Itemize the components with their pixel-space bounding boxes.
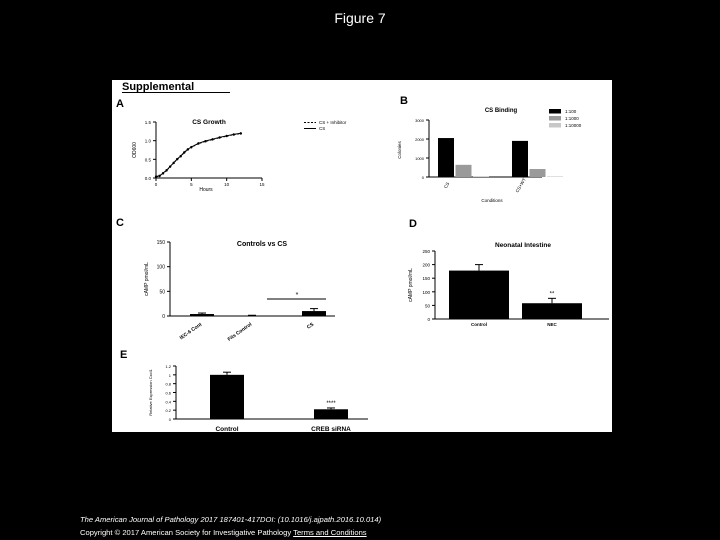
panel-e-y-tick-label: 0 [168, 417, 171, 422]
panel-b-bar [456, 165, 472, 177]
copyright-line [80, 528, 367, 537]
panel-b-y-tick-label: 2000 [415, 137, 424, 142]
panel-a-x-tick-label: 15 [259, 182, 265, 187]
panel-a-point [226, 135, 228, 137]
panel-b-y-tick-label: 3000 [415, 118, 424, 123]
panel-b-legend-swatch [549, 123, 561, 128]
slide-title: Figure 7 [334, 10, 386, 26]
panel-e-y-tick-label: 0.4 [165, 399, 171, 405]
panel-c-y-tick-label: 50 [159, 289, 165, 296]
panel-d-ylabel: cAMP pmol/mL [408, 268, 414, 302]
panel-d-category-label: NEC [547, 322, 557, 327]
panel-e-ylabel: Relative Expression Cxcl1 [148, 369, 153, 416]
panel-letter-d: D [409, 218, 417, 230]
panel-b-y-tick-label: 0 [421, 175, 424, 180]
panel-c-y-tick-label: 150 [156, 240, 165, 246]
panel-b-legend-label: 1:100 [565, 109, 577, 114]
panel-b-bar [438, 138, 454, 177]
panel-letter-a: A [116, 98, 124, 110]
panel-d-y-tick-label: 250 [422, 249, 430, 254]
panel-c-y-tick-label: 100 [156, 264, 165, 271]
terms-and-conditions-link[interactable]: Terms and Conditions [293, 528, 367, 537]
panel-c-bar [190, 314, 214, 316]
panel-a-y-tick-label: 0.5 [144, 157, 151, 163]
panel-letter-b: B [400, 95, 408, 107]
panel-a-legend-label: CS + Inhibitor [319, 120, 347, 125]
panel-b-ylabel: Colonies [397, 141, 402, 159]
panel-d-bar [449, 271, 509, 319]
panel-e-bar [314, 409, 348, 419]
panel-letter-c: C [116, 217, 124, 229]
panel-a-point [233, 133, 235, 135]
panel-e-significance-mark: **** [326, 400, 336, 407]
panel-c-category-label: IEC-6 Cont [178, 321, 204, 342]
panel-a-point [190, 146, 192, 148]
panel-a-series-line [156, 133, 241, 176]
panel-a-point [155, 175, 157, 177]
panel-a-point [204, 140, 206, 142]
panel-b-title: CS Binding [484, 108, 518, 114]
panel-a-point [166, 169, 168, 171]
panel-a-point [219, 136, 221, 138]
panel-c-significance-mark: * [295, 292, 299, 299]
panel-a-point [197, 142, 199, 144]
panel-e-y-tick-label: 0.8 [165, 381, 171, 387]
panel-a-y-tick-label: 1.0 [144, 138, 151, 144]
panel-e-y-tick-label: 0.2 [165, 408, 171, 414]
panel-b-legend-label: 1:10000 [565, 123, 582, 128]
panel-a-xlabel: Hours [199, 187, 213, 193]
panel-e-y-tick-label: 1 [168, 372, 171, 378]
panel-b-legend-label: 1:1000 [565, 116, 579, 121]
panel-e-bar [210, 375, 244, 419]
supplemental-header: Supplemental [122, 81, 195, 93]
panel-b-category-label: CS+WT [514, 177, 527, 194]
panel-a-x-tick-label: 0 [154, 182, 158, 187]
panel-e-category-label: CREB siRNA [311, 426, 351, 432]
panel-d-title: Neonatal Intestine [495, 242, 551, 249]
panel-a-point [176, 158, 178, 160]
panel-c-title: Controls vs CS [236, 241, 288, 248]
panel-d-bar [522, 303, 582, 319]
panel-a-point [169, 165, 171, 167]
panel-b-bar [530, 169, 546, 177]
panel-b-category-label: CS [442, 181, 451, 190]
panel-d-significance-mark: ** [549, 291, 555, 298]
panel-a-x-tick-label: 10 [224, 182, 230, 187]
panel-a-legend-label: CS [319, 126, 326, 131]
panel-a-ylabel: OD600 [132, 142, 138, 158]
panel-b-legend-swatch [549, 109, 561, 114]
panel-b-bar [473, 176, 489, 177]
panel-c-category-label: Fits Control [226, 321, 254, 343]
panel-a-point [211, 138, 213, 140]
panel-d-y-tick-label: 50 [424, 303, 430, 309]
panel-b-bar [547, 176, 563, 177]
panel-e-category-label: Control [215, 426, 239, 432]
panel-a-point [173, 162, 175, 164]
panel-d-y-tick-label: 200 [422, 262, 430, 268]
panel-c-y-tick-label: 0 [162, 314, 165, 320]
figure-citation: The American Journal of Pathology 2017 187401-417DOI: (10.1016/j.ajpath.2016.10.014) [80, 515, 382, 524]
panel-a-series-line [156, 134, 241, 177]
panel-c-bar [302, 311, 326, 316]
panel-letter-e: E [120, 349, 128, 361]
panel-d-y-tick-label: 0 [427, 317, 430, 322]
copyright-text: Copyright © 2017 American Society for Investigative Pathology [80, 528, 292, 537]
panel-a-y-tick-label: 1.5 [144, 120, 151, 125]
panel-b-xlabel: Conditions [481, 198, 503, 203]
panel-a-y-tick-label: 0.0 [144, 176, 151, 181]
panel-b-bar [512, 141, 528, 177]
panel-a-point [183, 151, 185, 153]
panel-a-point [162, 172, 164, 174]
figure-canvas [112, 80, 612, 432]
panel-e-y-tick-label: 0.6 [165, 390, 171, 396]
figure-image [112, 80, 612, 432]
panel-a-point [240, 132, 242, 134]
panel-b-y-tick-label: 1000 [415, 156, 424, 161]
panel-d-y-tick-label: 100 [422, 289, 430, 295]
panel-d-category-label: Control [471, 322, 487, 327]
panel-c-category-label: CS [306, 321, 316, 331]
panel-a-point [158, 175, 160, 177]
panel-a-point [180, 155, 182, 157]
panel-e-y-tick-label: 1.2 [165, 364, 171, 369]
panel-d-y-tick-label: 150 [422, 276, 430, 282]
panel-a-title: CS Growth [192, 119, 226, 126]
panel-c-ylabel: cAMP pmol/mL [144, 262, 150, 296]
panel-a-x-tick-label: 5 [190, 182, 193, 187]
panel-b-legend-swatch [549, 116, 561, 121]
panel-a-point [187, 148, 189, 150]
